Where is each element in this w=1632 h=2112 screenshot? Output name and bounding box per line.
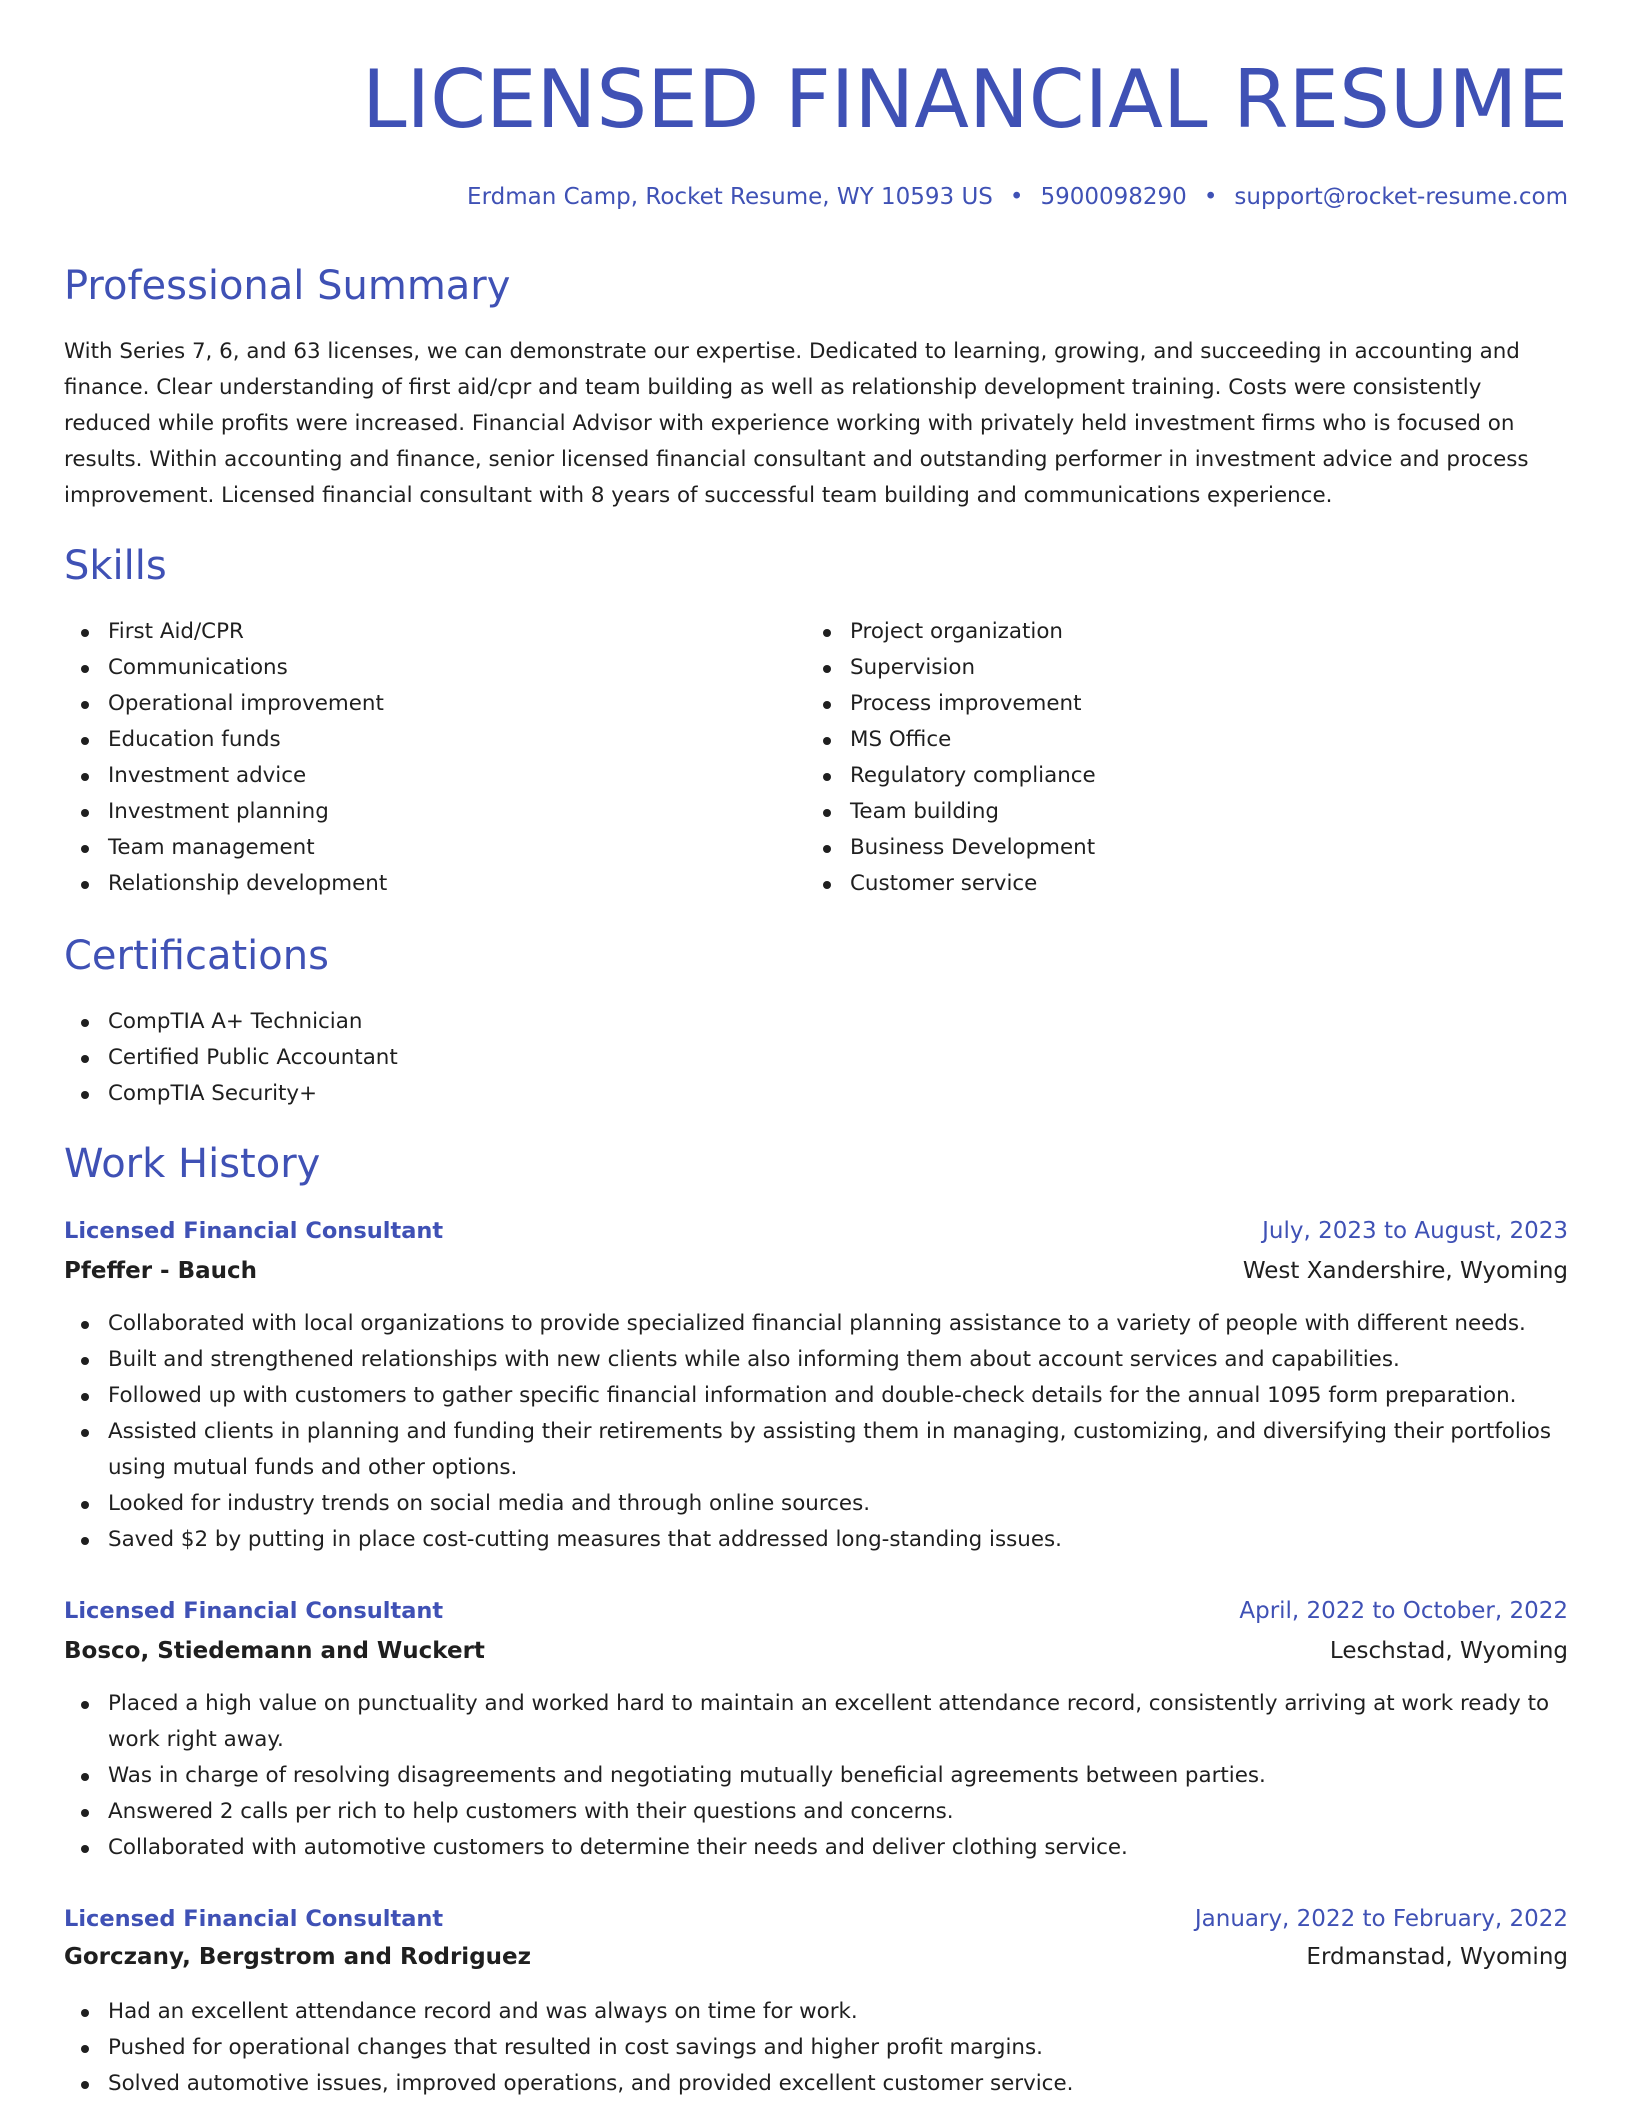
job-title: Licensed Financial Consultant — [64, 1598, 444, 1624]
job-bullet: Followed up with customers to gather specific financial information and double-check details for the annual 1095 form preparation. — [64, 1378, 1568, 1414]
skill-item: Team building — [806, 794, 1506, 830]
contact-email[interactable]: support@rocket-resume.com — [1234, 184, 1568, 210]
skill-item: Relationship development — [64, 866, 764, 902]
skill-item: Communications — [64, 650, 764, 686]
skill-item: Project organization — [806, 614, 1506, 650]
skill-item: MS Office — [806, 722, 1506, 758]
job-bullet: Collaborated with automotive customers to determine their needs and deliver clothing service. — [64, 1830, 1568, 1866]
contact-line — [467, 180, 1568, 214]
skill-item: Customer service — [806, 866, 1506, 902]
skill-item: Investment planning — [64, 794, 764, 830]
job-bullet: Looked for industry trends on social media and through online sources. — [64, 1486, 1568, 1522]
job-bullet: Collaborated with local organizations to provide specialized financial planning assistance to a variety of people with different needs. — [64, 1306, 1568, 1342]
skill-item: First Aid/CPR — [64, 614, 764, 650]
certifications-list — [64, 1004, 964, 1112]
contact-phone: 5900098290 — [1040, 184, 1187, 210]
job-company: Gorczany, Bergstrom and Rodriguez — [64, 1944, 532, 1970]
certifications-heading: Certifications — [64, 933, 329, 979]
certification-item: Certified Public Accountant — [64, 1040, 964, 1076]
skill-item: Regulatory compliance — [806, 758, 1506, 794]
skills-heading: Skills — [64, 543, 167, 589]
job-location: Erdmanstad, Wyoming — [1306, 1944, 1568, 1970]
certification-item: CompTIA Security+ — [64, 1076, 964, 1112]
certification-item: CompTIA A+ Technician — [64, 1004, 964, 1040]
skill-item: Supervision — [806, 650, 1506, 686]
job-company: Pfeffer - Bauch — [64, 1258, 258, 1284]
skill-item: Education funds — [64, 722, 764, 758]
skills-list-right — [806, 614, 1506, 902]
job-bullet: Assisted clients in planning and funding their retirements by assisting them in managing, customizing, and diversifying their portfolios using mutual funds and other options. — [64, 1414, 1568, 1486]
contact-address: Erdman Camp, Rocket Resume, WY 10593 US — [467, 184, 993, 210]
job-location: Leschstad, Wyoming — [1329, 1638, 1568, 1664]
job-bullets — [64, 1306, 1568, 1558]
job-bullets — [64, 1686, 1568, 1866]
job-bullet: Had an excellent attendance record and was always on time for work. — [64, 1994, 1568, 2030]
job-location: West Xandershire, Wyoming — [1242, 1258, 1568, 1284]
contact-separator: • — [1009, 184, 1024, 210]
skill-item: Team management — [64, 830, 764, 866]
skill-item: Investment advice — [64, 758, 764, 794]
job-bullet: Pushed for operational changes that resulted in cost savings and higher profit margins. — [64, 2030, 1568, 2066]
summary-heading: Professional Summary — [64, 263, 511, 309]
contact-separator: • — [1203, 184, 1218, 210]
job-bullets — [64, 1994, 1568, 2102]
job-dates: April, 2022 to October, 2022 — [1239, 1598, 1568, 1624]
summary-text: With Series 7, 6, and 63 licenses, we can demonstrate our expertise. Dedicated to learning, growing, and succeeding in accounting and finance. Clear understanding of first aid/cpr and team building as well as relationship development training. Costs were consistently reduced while profits were increased. Financial Advisor with experience working with privately held investment firms who is focused on results. Within accounting and finance, senior licensed financial consultant and outstanding performer in investment advice and process improvement. Licensed financial consultant with 8 years of successful team building and communications experience. — [64, 339, 1529, 508]
job-bullet: Built and strengthened relationships with new clients while also informing them about account services and capabilities. — [64, 1342, 1568, 1378]
skills-list-left — [64, 614, 764, 902]
skill-item: Process improvement — [806, 686, 1506, 722]
job-title: Licensed Financial Consultant — [64, 1906, 444, 1932]
job-bullet: Saved $2 by putting in place cost-cutting measures that addressed long-standing issues. — [64, 1522, 1568, 1558]
job-dates: January, 2022 to February, 2022 — [1194, 1906, 1568, 1932]
job-bullet: Solved automotive issues, improved operations, and provided excellent customer service. — [64, 2066, 1568, 2102]
job-bullet: Was in charge of resolving disagreements and negotiating mutually beneficial agreements between parties. — [64, 1758, 1568, 1794]
job-dates: July, 2023 to August, 2023 — [1262, 1218, 1568, 1244]
skill-item: Operational improvement — [64, 686, 764, 722]
skill-item: Business Development — [806, 830, 1506, 866]
job-bullet: Placed a high value on punctuality and worked hard to maintain an excellent attendance record, consistently arriving at work ready to work right away. — [64, 1686, 1568, 1758]
work-history-heading: Work History — [64, 1141, 321, 1187]
job-title: Licensed Financial Consultant — [64, 1218, 444, 1244]
job-bullet: Answered 2 calls per rich to help customers with their questions and concerns. — [64, 1794, 1568, 1830]
resume-name: LICENSED FINANCIAL RESUME — [361, 53, 1568, 146]
job-company: Bosco, Stiedemann and Wuckert — [64, 1638, 485, 1664]
